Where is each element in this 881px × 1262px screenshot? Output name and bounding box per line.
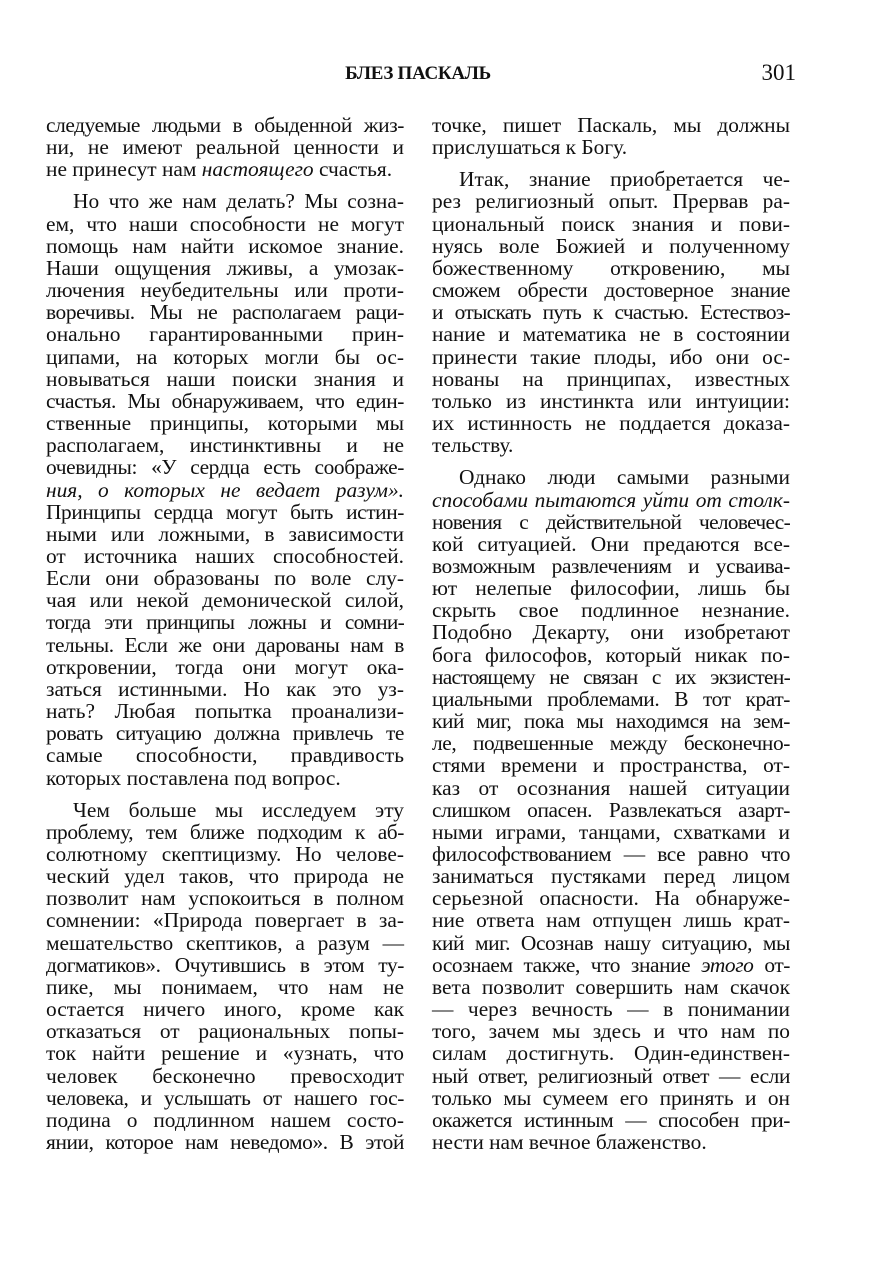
text-line: от источника наших способностей.	[46, 543, 404, 568]
text-line: ными играми, танцами, схватками и	[432, 819, 790, 844]
text-line: подина о подлинном нашем состо-	[46, 1107, 404, 1132]
text-line: бога философов, который никак по-	[432, 642, 790, 667]
text-line: ем, что наши способности не могут	[46, 211, 404, 236]
text-line: догматиков». Очутившись в этом ту-	[46, 952, 404, 977]
text-line: ный ответ, религиозный ответ — если	[432, 1063, 790, 1088]
text-line: циальными проблемами. В тот крат-	[432, 686, 790, 711]
text-line: человек бесконечно превосходит	[46, 1063, 404, 1088]
running-head	[40, 60, 796, 92]
text-line: Чем больше мы исследуем эту	[73, 797, 404, 822]
text-line: янии, которое нам неведомо». В этой	[46, 1130, 404, 1155]
text-line: силам достигнуть. Один-единствен-	[432, 1041, 790, 1066]
text-line: философствованием — все равно что	[432, 842, 790, 866]
text-line: мешательство скептиков, а разум —	[46, 930, 404, 955]
running-title: БЛЕЗ ПАСКАЛЬ	[345, 63, 491, 84]
text-run: от-	[764, 952, 790, 977]
paragraph	[432, 466, 790, 1153]
text-line: человека, и услышать от нашего гос-	[46, 1085, 404, 1110]
text-line	[432, 489, 790, 511]
text-line: располагаем, инстинктивны и не	[46, 433, 404, 458]
text-line: Подобно Декарту, они изобретают	[432, 620, 790, 645]
text-line: прислушаться к Богу.	[432, 135, 628, 160]
text-line: воречивы. Мы не располагаем раци-	[46, 300, 404, 325]
text-line: счастья. Мы обнаруживаем, что един-	[46, 388, 404, 413]
text-line: ровать ситуацию должна привлечь те	[46, 721, 404, 746]
text-line: Принципы сердца могут быть истин-	[46, 499, 404, 524]
text-line: циональный поиск знания и пови-	[432, 211, 790, 236]
text-line: новываться наши поиски знания и	[46, 366, 404, 391]
text-line: пике, мы понимаем, что нам не	[46, 974, 404, 999]
text-line: ток найти решение и «узнать, что	[46, 1041, 404, 1066]
text-line: заться истинными. Но как это уз-	[46, 676, 404, 701]
text-line: сможем обрести достоверное знание	[432, 278, 790, 303]
text-line: кий миг. Осознав нашу ситуацию, мы	[432, 930, 790, 955]
text-line: ле, подвешенные между бесконечно-	[432, 731, 790, 756]
text-line: откровении, тогда они могут ока-	[46, 654, 404, 679]
text-line: стями времени и пространства, от-	[432, 753, 790, 778]
text-line: ни, не имеют реальной ценности и	[46, 135, 404, 160]
text-line: остается ничего иного, кроме как	[46, 997, 404, 1022]
text-line: отказаться от рациональных попы-	[46, 1019, 404, 1044]
text-line: следуемые людьми в обыденной жиз-	[46, 113, 404, 137]
text-line: нованы на принципах, известных	[432, 366, 790, 391]
text-line: серьезной опасности. На обнаруже-	[432, 886, 790, 911]
text-line: нуясь воле Божией и полученному	[432, 233, 790, 258]
text-line: точке, пишет Паскаль, мы должны	[432, 113, 790, 137]
text-line: онально гарантированными прин-	[46, 322, 404, 347]
italic-word: настоящего	[201, 157, 314, 182]
text-line: солютному скептицизму. Но челове-	[46, 842, 404, 866]
text-line: Но что же нам делать? Мы сознa-	[73, 189, 404, 214]
text-line: каз от осознания нашей ситуации	[432, 775, 790, 800]
text-line: тельству.	[432, 433, 514, 458]
text-line: Итак, знание приобретается че-	[459, 167, 790, 192]
text-line: Если они образованы по воле слу-	[46, 566, 404, 591]
text-line: настоящему не связан с их экзистен-	[432, 664, 790, 689]
text-line: проблему, тем ближе подходим к аб-	[46, 819, 404, 844]
text-line: божественному откровению, мы	[432, 255, 790, 280]
text-line: того, зачем мы здесь и что нам по	[432, 1019, 790, 1044]
text-line: нание и математика не в состоянии	[432, 322, 790, 347]
page-number: 301	[761, 60, 796, 85]
text-line: — через вечность — в понимании	[432, 997, 790, 1022]
text-line: принести такие плоды, ибо они ос-	[432, 344, 790, 369]
text-line: ственные принципы, которыми мы	[46, 411, 404, 436]
text-line	[432, 954, 790, 976]
text-run: осознаем также, что знание	[432, 952, 691, 977]
text-line: лючения неубедительны или проти-	[46, 278, 404, 303]
paragraph	[432, 168, 790, 456]
italic-word: этого	[701, 952, 754, 977]
paragraph	[432, 114, 790, 158]
text-line: помощь нам найти искомое знание.	[46, 233, 404, 258]
text-line	[46, 479, 404, 501]
text-line: ют нелепые философии, лишь бы	[432, 576, 790, 601]
text-run: не принесут нам	[46, 157, 197, 182]
left-column	[46, 114, 404, 1163]
text-line: возможным развлечениям и усваива-	[432, 553, 790, 578]
text-line: кой ситуацией. Они предаются все-	[432, 531, 790, 556]
text-line: скрыть свое подлинное незнание.	[432, 598, 790, 623]
text-line: тогда эти принципы ложны и сомни-	[46, 610, 404, 635]
text-run: счастья.	[318, 157, 393, 182]
text-line: их истинность не поддается доказа-	[432, 411, 790, 436]
text-line: ными или ложными, в зависимости	[46, 521, 404, 546]
text-line: только мы сумеем его принять и он	[432, 1085, 790, 1110]
italic-phrase: способами пытаются уйти от столк-	[432, 487, 790, 512]
text-line: которых поставлена под вопрос.	[46, 765, 341, 790]
text-line: слишком опасен. Развлекаться азарт-	[432, 797, 790, 822]
text-line: рез религиозный опыт. Прервав ра-	[432, 189, 790, 214]
text-line: сомнении: «Природа повергает в за-	[46, 908, 404, 933]
right-column	[432, 114, 790, 1163]
text-line: ципами, на которых могли бы ос-	[46, 344, 404, 369]
text-line: очевидны: «У сердца есть соображе-	[46, 455, 404, 480]
text-line: ние ответа нам отпущен лишь крат-	[432, 908, 790, 933]
paragraph	[46, 190, 404, 788]
text-line: Наши ощущения лживы, а умозак-	[46, 255, 404, 280]
text-line: чая или некой демонической силой,	[46, 588, 404, 613]
text-line: тельны. Если же они дарованы нам в	[46, 632, 404, 657]
text-line: только из инстинкта или интуиции:	[432, 388, 790, 413]
text-line: окажется истинным — способен при-	[432, 1107, 790, 1132]
text-line: заниматься пустяками перед лицом	[432, 864, 790, 889]
text-line: самые способности, правдивость	[46, 743, 404, 768]
text-line: и отыскать путь к счастью. Естествоз-	[432, 300, 790, 325]
italic-quote: ния, о которых не ведает разум».	[46, 477, 404, 502]
text-line	[46, 158, 404, 180]
paragraph	[46, 114, 404, 180]
paragraph	[46, 799, 404, 1154]
text-line: нести нам вечное блаженство.	[432, 1130, 707, 1155]
text-line: ческий удел таков, что природа не	[46, 864, 404, 889]
text-line: вета позволит совершить нам скачок	[432, 974, 790, 999]
text-line: новения с действительной человечес-	[432, 509, 790, 534]
text-line: Однако люди самыми разными	[459, 465, 790, 490]
text-line: нать? Любая попытка проанализи-	[46, 699, 404, 724]
text-line: позволит нам успокоиться в полном	[46, 886, 404, 911]
text-line: кий миг, пока мы находимся на зем-	[432, 709, 790, 734]
